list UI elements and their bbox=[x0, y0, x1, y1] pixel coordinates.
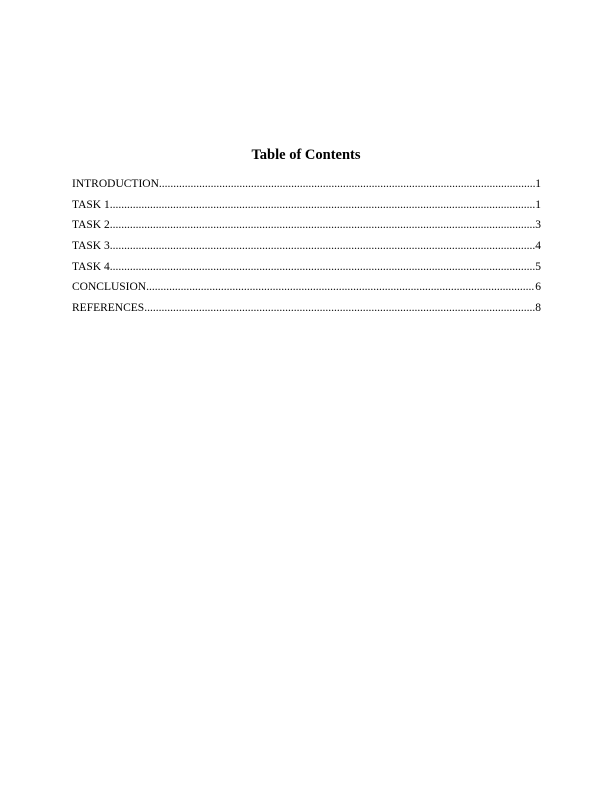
toc-entry-task-2[interactable] bbox=[72, 217, 541, 238]
toc-entry-task-4[interactable] bbox=[72, 259, 541, 280]
toc-entry-task-1[interactable] bbox=[72, 197, 541, 218]
toc-entry-page: 1 bbox=[535, 178, 541, 190]
toc-entry-label: REFERENCES bbox=[72, 302, 145, 315]
toc-entry-introduction[interactable] bbox=[72, 176, 541, 197]
dot-leader bbox=[110, 259, 536, 275]
toc-entry-label: TASK 2 bbox=[72, 219, 110, 232]
dot-leader bbox=[110, 238, 536, 254]
toc-entry-label: CONCLUSION bbox=[72, 281, 147, 294]
toc-entry-page: 8 bbox=[535, 302, 541, 315]
toc-entry-page: 3 bbox=[535, 219, 541, 232]
toc-entry-page: 1 bbox=[535, 198, 541, 211]
toc-entry-label: TASK 3 bbox=[72, 240, 110, 253]
dot-leader bbox=[144, 300, 535, 316]
toc-entry-label: INTRODUCTION bbox=[72, 178, 159, 190]
toc-entry-page: 4 bbox=[535, 240, 541, 253]
dot-leader bbox=[159, 176, 535, 192]
dot-leader bbox=[110, 217, 536, 233]
toc-entry-references[interactable] bbox=[72, 300, 541, 321]
dot-leader bbox=[110, 197, 536, 213]
toc-entry-conclusion[interactable] bbox=[72, 279, 541, 300]
toc-entry-label: TASK 4 bbox=[72, 260, 110, 273]
dot-leader bbox=[146, 279, 535, 295]
toc-entry-label: TASK 1 bbox=[72, 198, 110, 211]
toc-entry-page: 5 bbox=[535, 260, 541, 273]
toc-entry-task-3[interactable] bbox=[72, 238, 541, 259]
toc-title: Table of Contents bbox=[251, 147, 361, 163]
toc-list bbox=[72, 176, 541, 321]
toc-entry-page: 6 bbox=[535, 281, 541, 294]
